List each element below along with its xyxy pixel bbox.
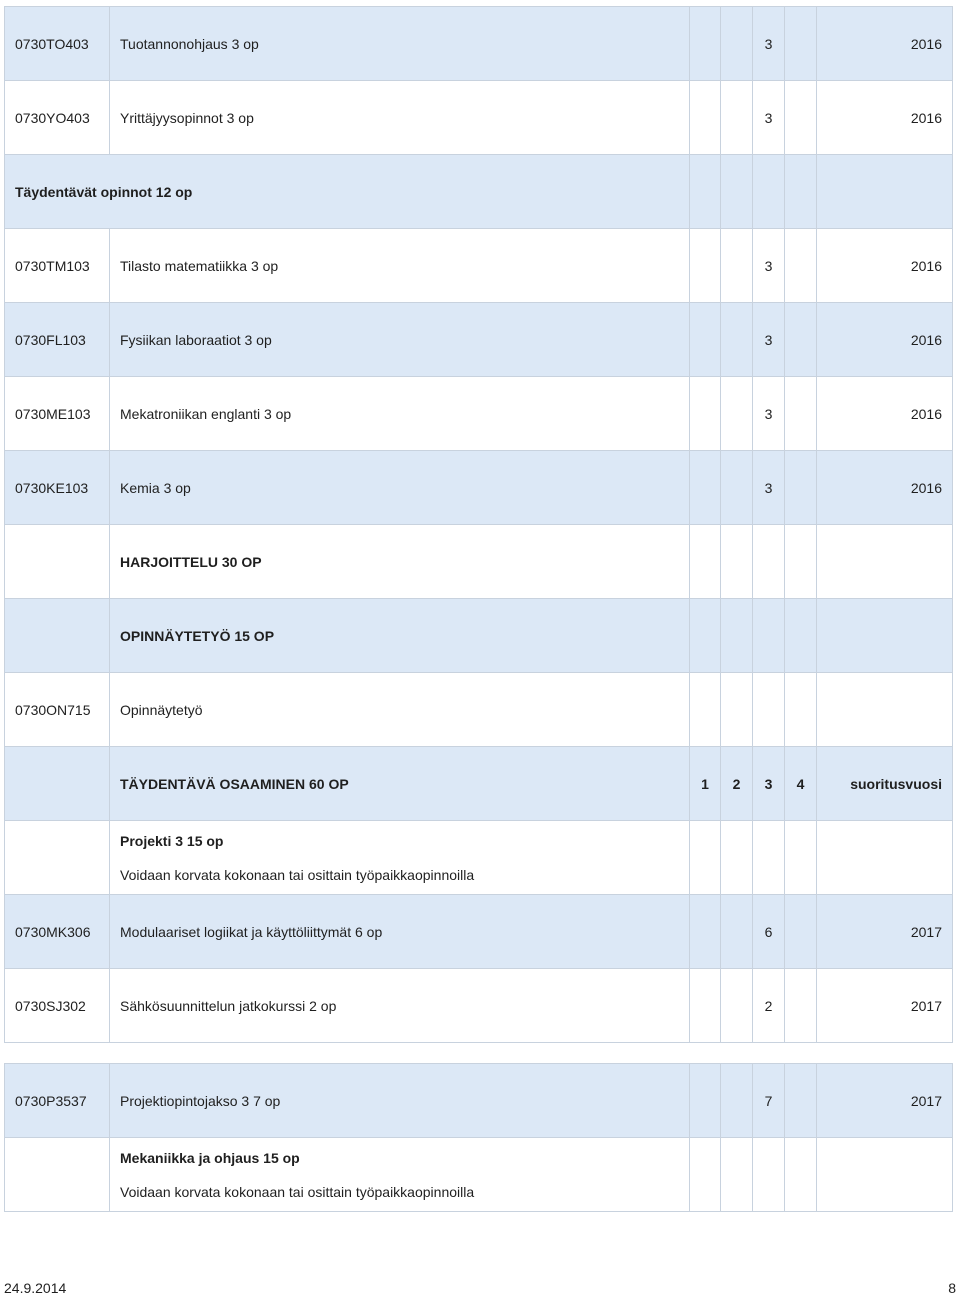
module-cell xyxy=(110,1138,690,1212)
column-header-2: 2 xyxy=(721,747,753,821)
module-note: Voidaan korvata kokonaan tai osittain työpaikkaopinnoilla xyxy=(120,866,475,883)
semester-2-cell xyxy=(721,673,753,747)
course-name: Yrittäjyysopinnot 3 op xyxy=(110,81,690,155)
section-heading: TÄYDENTÄVÄ OSAAMINEN 60 OP xyxy=(110,747,690,821)
empty-code-cell xyxy=(5,1138,110,1212)
credits-cell: 2 xyxy=(753,969,785,1043)
completion-year: 2017 xyxy=(817,969,953,1043)
empty-cell xyxy=(753,599,785,673)
semester-1-cell xyxy=(690,7,721,81)
course-code: 0730TM103 xyxy=(5,229,110,303)
completion-year xyxy=(817,673,953,747)
module-title: Projekti 3 15 op xyxy=(120,832,224,849)
table-row-course xyxy=(5,895,953,969)
course-code: 0730YO403 xyxy=(5,81,110,155)
semester-2-cell xyxy=(721,451,753,525)
credits-cell: 3 xyxy=(753,81,785,155)
module-cell xyxy=(110,821,690,895)
empty-cell xyxy=(785,821,817,895)
semester-4-cell xyxy=(785,969,817,1043)
section-heading: HARJOITTELU 30 OP xyxy=(110,525,690,599)
course-code: 0730MK306 xyxy=(5,895,110,969)
completion-year: 2016 xyxy=(817,229,953,303)
empty-cell xyxy=(785,1138,817,1212)
semester-1-cell xyxy=(690,1064,721,1138)
semester-4-cell xyxy=(785,81,817,155)
empty-cell xyxy=(817,525,953,599)
table-row-note xyxy=(5,821,953,895)
course-name: Kemia 3 op xyxy=(110,451,690,525)
course-code: 0730TO403 xyxy=(5,7,110,81)
empty-cell xyxy=(721,821,753,895)
credits-cell: 3 xyxy=(753,451,785,525)
credits-cell: 3 xyxy=(753,229,785,303)
empty-cell xyxy=(753,155,785,229)
credits-cell xyxy=(753,673,785,747)
completion-year: 2017 xyxy=(817,895,953,969)
completion-year: 2016 xyxy=(817,377,953,451)
semester-1-cell xyxy=(690,303,721,377)
completion-year: 2017 xyxy=(817,1064,953,1138)
semester-2-cell xyxy=(721,969,753,1043)
semester-2-cell xyxy=(721,81,753,155)
course-name: Fysiikan laboraatiot 3 op xyxy=(110,303,690,377)
semester-1-cell xyxy=(690,451,721,525)
semester-1-cell xyxy=(690,895,721,969)
empty-cell xyxy=(785,155,817,229)
table-row-header xyxy=(5,747,953,821)
empty-cell xyxy=(721,1138,753,1212)
table-row-note xyxy=(5,1138,953,1212)
semester-2-cell xyxy=(721,229,753,303)
table-row-course xyxy=(5,969,953,1043)
semester-2-cell xyxy=(721,7,753,81)
semester-2-cell xyxy=(721,377,753,451)
course-name: Sähkösuunnittelun jatkokurssi 2 op xyxy=(110,969,690,1043)
section-title: Täydentävät opinnot 12 op xyxy=(5,155,690,229)
semester-4-cell xyxy=(785,303,817,377)
empty-cell xyxy=(690,821,721,895)
empty-cell xyxy=(721,599,753,673)
table-row-course xyxy=(5,451,953,525)
empty-cell xyxy=(785,599,817,673)
course-code: 0730KE103 xyxy=(5,451,110,525)
semester-4-cell xyxy=(785,895,817,969)
semester-4-cell xyxy=(785,377,817,451)
semester-4-cell xyxy=(785,451,817,525)
completion-year: 2016 xyxy=(817,81,953,155)
completion-year: 2016 xyxy=(817,303,953,377)
empty-cell xyxy=(690,155,721,229)
course-name: Mekatroniikan englanti 3 op xyxy=(110,377,690,451)
table-row-course xyxy=(5,7,953,81)
empty-cell xyxy=(817,821,953,895)
credits-cell: 7 xyxy=(753,1064,785,1138)
empty-cell xyxy=(817,1138,953,1212)
course-code: 0730P3537 xyxy=(5,1064,110,1138)
semester-1-cell xyxy=(690,673,721,747)
credits-cell: 3 xyxy=(753,377,785,451)
semester-1-cell xyxy=(690,81,721,155)
empty-cell xyxy=(721,525,753,599)
semester-4-cell xyxy=(785,7,817,81)
empty-code-cell xyxy=(5,525,110,599)
column-header-1: 1 xyxy=(690,747,721,821)
course-code: 0730SJ302 xyxy=(5,969,110,1043)
table-row-heading xyxy=(5,599,953,673)
empty-cell xyxy=(690,525,721,599)
empty-cell xyxy=(721,155,753,229)
semester-4-cell xyxy=(785,229,817,303)
column-header-3: 3 xyxy=(753,747,785,821)
table-row-section xyxy=(5,155,953,229)
empty-cell xyxy=(785,525,817,599)
footer-date: 24.9.2014 xyxy=(4,1280,67,1296)
empty-code-cell xyxy=(5,747,110,821)
course-name: Tuotannonohjaus 3 op xyxy=(110,7,690,81)
empty-cell xyxy=(753,1138,785,1212)
course-name: Tilasto matematiikka 3 op xyxy=(110,229,690,303)
course-table xyxy=(4,6,953,1043)
table-row-course xyxy=(5,1064,953,1138)
course-code: 0730FL103 xyxy=(5,303,110,377)
table-row-course xyxy=(5,377,953,451)
credits-cell: 3 xyxy=(753,303,785,377)
semester-4-cell xyxy=(785,1064,817,1138)
module-title: Mekaniikka ja ohjaus 15 op xyxy=(120,1149,300,1166)
empty-cell xyxy=(690,1138,721,1212)
empty-code-cell xyxy=(5,599,110,673)
course-name: Opinnäytetyö xyxy=(110,673,690,747)
course-code: 0730ON715 xyxy=(5,673,110,747)
table-row-course xyxy=(5,81,953,155)
module-note: Voidaan korvata kokonaan tai osittain työpaikkaopinnoilla xyxy=(120,1183,475,1200)
table-row-course xyxy=(5,229,953,303)
table-row-heading xyxy=(5,525,953,599)
empty-cell xyxy=(817,599,953,673)
empty-cell xyxy=(690,599,721,673)
section-heading: OPINNÄYTETYÖ 15 OP xyxy=(110,599,690,673)
semester-1-cell xyxy=(690,377,721,451)
semester-2-cell xyxy=(721,895,753,969)
table-row-course xyxy=(5,673,953,747)
credits-cell: 3 xyxy=(753,7,785,81)
semester-4-cell xyxy=(785,673,817,747)
completion-year: 2016 xyxy=(817,7,953,81)
footer-page-number: 8 xyxy=(948,1280,956,1296)
empty-cell xyxy=(753,525,785,599)
empty-cell xyxy=(817,155,953,229)
semester-1-cell xyxy=(690,229,721,303)
course-code: 0730ME103 xyxy=(5,377,110,451)
year-column-header: suoritusvuosi xyxy=(817,747,953,821)
completion-year: 2016 xyxy=(817,451,953,525)
course-table-continued xyxy=(4,1063,953,1212)
empty-cell xyxy=(753,821,785,895)
semester-1-cell xyxy=(690,969,721,1043)
table-row-course xyxy=(5,303,953,377)
course-name: Modulaariset logiikat ja käyttöliittymät 6 op xyxy=(110,895,690,969)
course-name: Projektiopintojakso 3 7 op xyxy=(110,1064,690,1138)
semester-2-cell xyxy=(721,1064,753,1138)
credits-cell: 6 xyxy=(753,895,785,969)
semester-2-cell xyxy=(721,303,753,377)
column-header-4: 4 xyxy=(785,747,817,821)
empty-code-cell xyxy=(5,821,110,895)
